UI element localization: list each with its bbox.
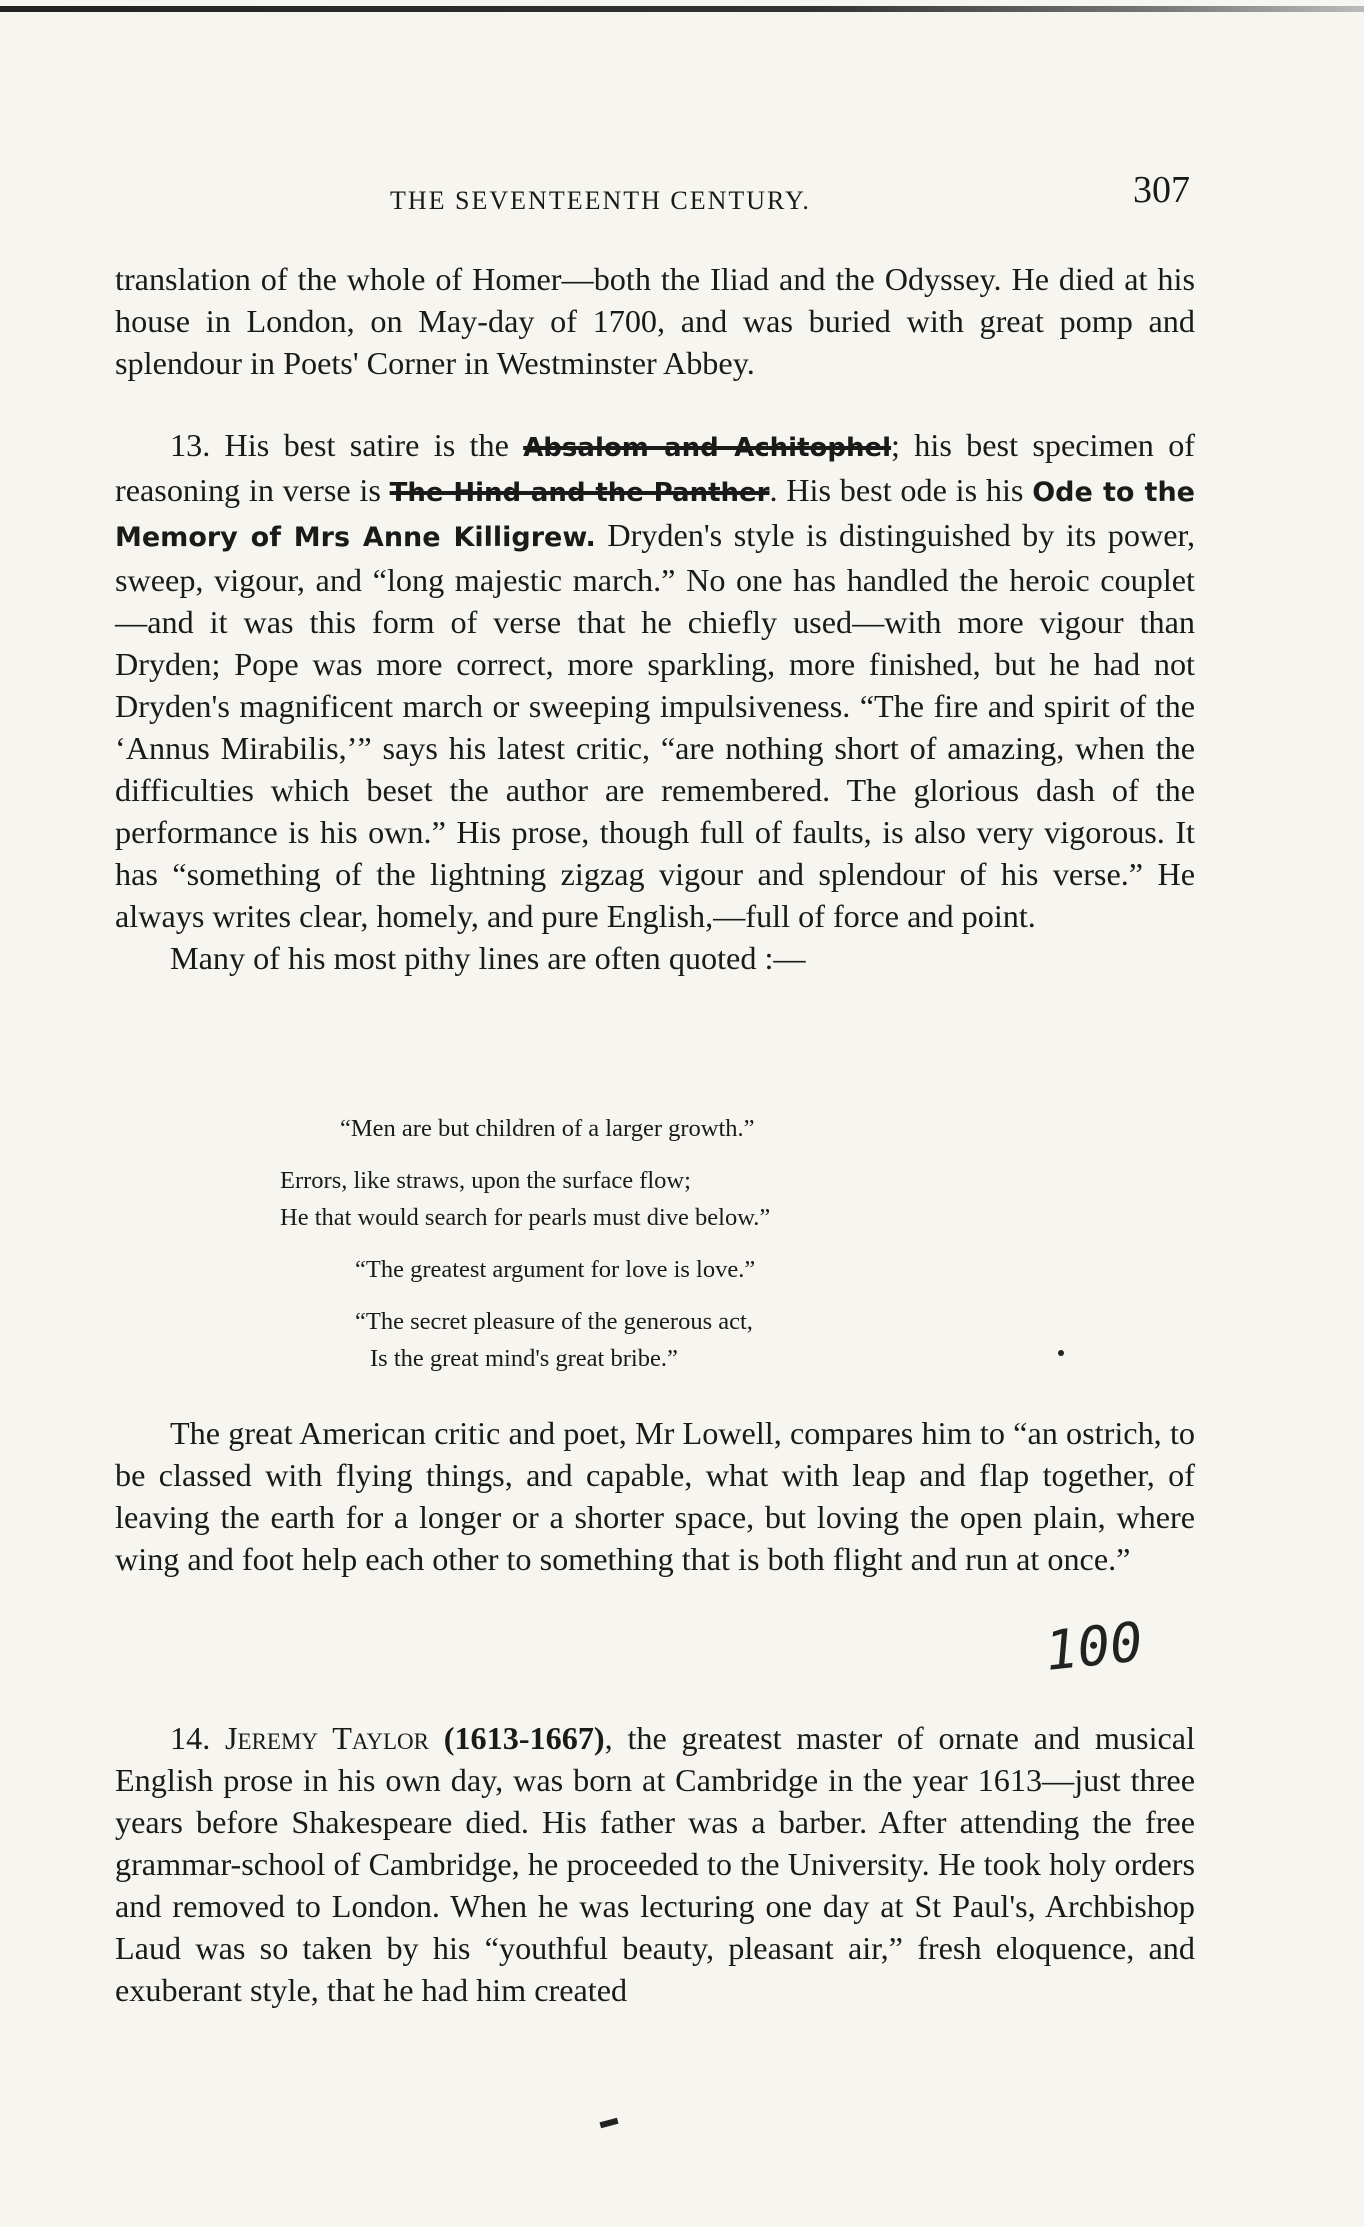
handwritten-note: 100 [1041, 1610, 1146, 1683]
quotation-block [280, 1110, 1080, 1392]
quote-2-line-1: Errors, like straws, upon the surface flow; [280, 1167, 691, 1194]
paragraph-section-13 [115, 424, 1195, 979]
ink-dot [1058, 1350, 1064, 1356]
page-number: 307 [1133, 169, 1190, 211]
section-14-number: 14. [170, 1720, 225, 1756]
top-border-rule [0, 6, 1364, 12]
section-14-text: , the greatest master of ornate and musical English prose in his own day, was born at Cambridge in the year 1613—just three years before Shakespeare died. His father was a barber. After attending the free grammar-school of Cambridge, he proceeded to the University. He took holy orders and removed to London. When he was lecturing one day at St Paul's, Archbishop Laud was so taken by his “youthful beauty, pleasant air,” fresh eloquence, and exuberant style, that he had him created [115, 1720, 1196, 2008]
section-13-paragraph [115, 424, 1195, 937]
satire-title: Absalom and Achitophel [523, 433, 892, 463]
paragraph-lowell [115, 1412, 1195, 1580]
quote-2-line-2: He that would search for pearls must dive below.” [280, 1204, 771, 1231]
quote-4-line-2: Is the great mind's great bribe.” [370, 1345, 678, 1372]
reasoning-title: The Hind and the Panther [389, 478, 770, 508]
lowell-text: The great American critic and poet, Mr Lowell, compares him to “an ostrich, to be classed with flying things, and capable, what with leap and flap together, of leaving the earth for a longer or a shorter space, but loving the open plain, where wing and foot help each other to something that is both flight and run at once.” [115, 1415, 1195, 1577]
quote-intro: Many of his most pithy lines are often quoted :— [170, 940, 806, 976]
paragraph-section-14 [115, 1717, 1195, 2011]
section-13-text-d: Dryden's style is distinguished by its power, sweep, vigour, and “long majestic march.” No one has handled the heroic couplet—and it was this form of verse that he chiefly used—with more vigour than Dryden; Pope was more correct, more sparkling, more finished, but he had not Dryden's magnificent march or sweeping impulsiveness. “The fire and spirit of the ‘Annus Mirabilis,’” says his latest critic, “are nothing short of amazing, when the difficulties which beset the author are remembered. The glorious dash of the performance is his own.” His prose, though full of faults, is also very vigorous. It has “something of the lightning zigzag vigour and splendour of his verse.” He always writes clear, homely, and pure English,—full of force and point. [115, 517, 1196, 934]
quote-2 [280, 1162, 1080, 1236]
running-head [115, 168, 1190, 228]
author-dates: (1613-1667) [428, 1720, 605, 1756]
quote-3: “The greatest argument for love is love.” [355, 1256, 756, 1283]
paragraph-section-12-end [115, 258, 1195, 384]
footer-mark [600, 2118, 619, 2128]
ode-title: Ode to the Memory of Mrs Anne Killigrew. [115, 477, 1195, 553]
section-12-text: translation of the whole of Homer—both the Iliad and the Odyssey. He died at his house in London, on May-day of 1700, and was buried with great pomp and splendour in Poets' Corner in Westminster Abbey. [115, 261, 1195, 381]
quote-4 [280, 1303, 1080, 1377]
running-title: THE SEVENTEENTH CENTURY. [390, 186, 811, 215]
section-13-text-c: . His best ode is his [769, 472, 1033, 508]
quote-1: “Men are but children of a larger growth.” [340, 1115, 755, 1142]
section-13-text-b: ; his best specimen of reasoning in verse is [115, 427, 1196, 508]
section-13-intro: 13. His best satire is the [170, 427, 524, 463]
author-name: Jeremy Taylor [225, 1720, 429, 1756]
section-14-paragraph [115, 1717, 1195, 2011]
quote-4-line-1: “The secret pleasure of the generous act, [355, 1308, 753, 1335]
